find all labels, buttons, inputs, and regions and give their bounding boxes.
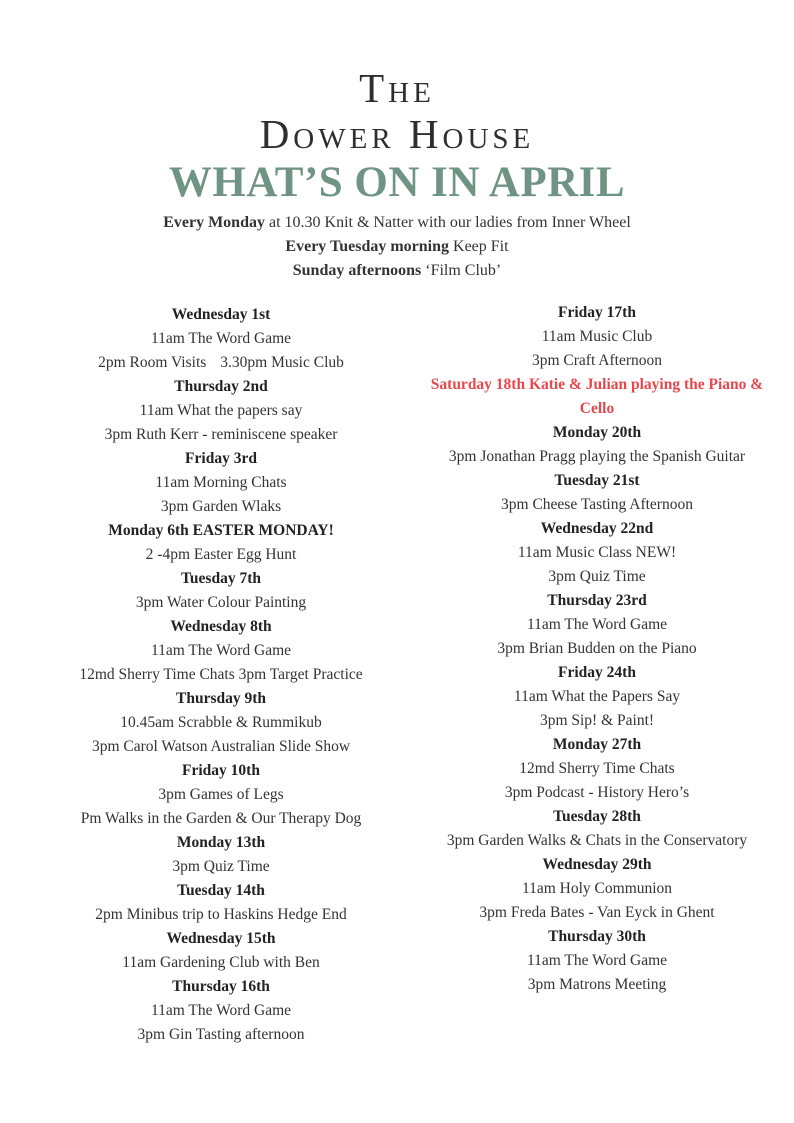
entry-text: Monday 13th — [176, 834, 266, 851]
entry-text: Friday 24th — [558, 664, 636, 681]
entry-text: Wednesday 15th — [166, 930, 276, 947]
entry-text: Friday 10th — [182, 762, 260, 779]
entry-text: 11am What the papers say — [139, 402, 303, 419]
regular-day: Every Tuesday morning — [285, 238, 450, 255]
event-line — [40, 543, 402, 567]
entry-text: Thursday 16th — [172, 978, 270, 995]
day-heading — [40, 615, 402, 639]
day-heading — [40, 687, 402, 711]
entry-text: 11am Morning Chats — [155, 474, 287, 491]
event-line — [418, 973, 776, 997]
event-line — [40, 423, 402, 447]
entry-text: 11am Gardening Club with Ben — [122, 954, 320, 971]
event-line — [418, 781, 776, 805]
entry-text: 12md Sherry Time Chats 3pm Target Practice — [79, 666, 363, 683]
event-line — [418, 829, 776, 853]
entry-text: 3pm Podcast - History Hero’s — [504, 784, 690, 801]
entry-text: 3pm Brian Budden on the Piano — [497, 640, 697, 657]
day-heading — [40, 303, 402, 327]
regular-activity-tuesday — [0, 235, 794, 259]
event-line — [418, 637, 776, 661]
event-line — [40, 807, 402, 831]
day-heading — [418, 661, 776, 685]
page-headline: WHAT’S ON IN APRIL — [168, 159, 626, 206]
event-line — [40, 591, 402, 615]
event-line — [40, 711, 402, 735]
entry-text: 2 -4pm Easter Egg Hunt — [145, 546, 297, 563]
entry-text: 2pm Minibus trip to Haskins Hedge End — [95, 906, 347, 923]
event-line — [418, 757, 776, 781]
day-heading — [418, 925, 776, 949]
event-line — [418, 949, 776, 973]
entry-text: 11am The Word Game — [150, 642, 292, 659]
regular-day: Every Monday — [163, 214, 265, 231]
regular-text: at 10.30 Knit & Natter with our ladies from Inner Wheel — [264, 214, 631, 231]
day-heading — [418, 421, 776, 445]
day-heading — [40, 447, 402, 471]
entry-text: Tuesday 14th — [177, 882, 265, 899]
event-line — [40, 1023, 402, 1047]
event-line — [40, 903, 402, 927]
entry-text: Thursday 9th — [175, 690, 267, 707]
entry-text: Tuesday 21st — [554, 472, 640, 489]
entry-text: Saturday 18th Katie & Julian playing the Piano & Cello — [430, 376, 764, 417]
entry-text: Monday 6th EASTER MONDAY! — [108, 522, 334, 539]
entry-text-second: 3.30pm Music Club — [220, 354, 344, 371]
regular-day: Sunday afternoons — [292, 262, 422, 279]
event-line — [418, 709, 776, 733]
event-line — [418, 325, 776, 349]
day-heading — [40, 927, 402, 951]
day-heading — [418, 589, 776, 613]
entry-text: Thursday 30th — [548, 928, 646, 945]
entry-text: 3pm Matrons Meeting — [527, 976, 667, 993]
brand-the: The — [359, 65, 435, 111]
day-heading — [40, 567, 402, 591]
entry-text: 11am Holy Communion — [521, 880, 673, 897]
entry-text: 10.45am Scrabble & Rummikub — [120, 714, 322, 731]
entry-text: 3pm Gin Tasting afternoon — [137, 1026, 305, 1043]
event-line — [40, 999, 402, 1023]
day-heading — [418, 805, 776, 829]
entry-text: Tuesday 28th — [553, 808, 641, 825]
entry-text: 11am The Word Game — [526, 952, 668, 969]
regular-activity-monday — [0, 211, 794, 235]
right-schedule-column — [418, 301, 776, 997]
day-heading — [40, 759, 402, 783]
day-heading — [418, 469, 776, 493]
entry-text: Wednesday 22nd — [540, 520, 654, 537]
entry-text: 11am Music Class NEW! — [517, 544, 677, 561]
entry-text: 3pm Quiz Time — [548, 568, 646, 585]
event-line — [40, 735, 402, 759]
entry-text: Wednesday 8th — [170, 618, 272, 635]
event-line — [40, 495, 402, 519]
event-line — [40, 663, 402, 687]
entry-text: 3pm Quiz Time — [172, 858, 270, 875]
brand-dower-house: Dower House — [259, 111, 535, 157]
regular-text: Keep Fit — [449, 238, 509, 255]
event-line — [40, 399, 402, 423]
entry-text: 2pm Room Visits — [98, 354, 207, 371]
entry-text: 3pm Garden Wlaks — [160, 498, 282, 515]
entry-text: 11am What the Papers Say — [513, 688, 681, 705]
event-line — [418, 685, 776, 709]
entry-text: Wednesday 29th — [542, 856, 652, 873]
left-schedule-column — [40, 303, 402, 1047]
entry-text: 12md Sherry Time Chats — [519, 760, 675, 777]
day-heading — [418, 733, 776, 757]
entry-text: 3pm Craft Afternoon — [531, 352, 662, 369]
highlight-event — [418, 373, 776, 421]
regular-text: ‘Film Club’ — [421, 262, 502, 279]
day-heading — [418, 301, 776, 325]
day-heading — [40, 879, 402, 903]
event-line — [418, 445, 776, 469]
event-line — [40, 351, 402, 375]
event-line — [40, 951, 402, 975]
day-heading — [40, 975, 402, 999]
entry-text: Thursday 2nd — [174, 378, 268, 395]
event-line — [40, 639, 402, 663]
entry-text: 3pm Jonathan Pragg playing the Spanish Guitar — [448, 448, 746, 465]
event-line — [40, 471, 402, 495]
entry-text: 11am Music Club — [541, 328, 653, 345]
entry-text: 3pm Ruth Kerr - reminiscene speaker — [104, 426, 338, 443]
entry-text: 11am The Word Game — [150, 1002, 292, 1019]
entry-text: 3pm Carol Watson Australian Slide Show — [91, 738, 351, 755]
entry-text: 11am The Word Game — [150, 330, 292, 347]
event-line — [40, 327, 402, 351]
entry-text: Friday 3rd — [185, 450, 257, 467]
entry-text: 3pm Games of Legs — [158, 786, 284, 803]
entry-text: 3pm Sip! & Paint! — [539, 712, 655, 729]
entry-text: 11am The Word Game — [526, 616, 668, 633]
entry-text: Thursday 23rd — [547, 592, 647, 609]
day-heading — [418, 517, 776, 541]
entry-text: Monday 20th — [552, 424, 642, 441]
entry-text: Wednesday 1st — [171, 306, 271, 323]
entry-text: Monday 27th — [552, 736, 642, 753]
day-heading — [40, 831, 402, 855]
entry-text: 3pm Water Colour Painting — [135, 594, 307, 611]
event-line — [418, 541, 776, 565]
event-line — [40, 783, 402, 807]
entry-text: 3pm Freda Bates - Van Eyck in Ghent — [479, 904, 715, 921]
day-heading — [40, 519, 402, 543]
event-line — [40, 855, 402, 879]
entry-text: Friday 17th — [558, 304, 636, 321]
entry-text: Tuesday 7th — [181, 570, 261, 587]
day-heading — [418, 853, 776, 877]
entry-text: Pm Walks in the Garden & Our Therapy Dog — [80, 810, 362, 827]
event-line — [418, 493, 776, 517]
day-heading — [40, 375, 402, 399]
event-line — [418, 877, 776, 901]
regular-activity-sunday — [0, 259, 794, 283]
event-line — [418, 901, 776, 925]
entry-text: 3pm Cheese Tasting Afternoon — [501, 496, 693, 513]
event-line — [418, 613, 776, 637]
event-line — [418, 349, 776, 373]
event-line — [418, 565, 776, 589]
entry-text: 3pm Garden Walks & Chats in the Conservatory — [446, 832, 748, 849]
